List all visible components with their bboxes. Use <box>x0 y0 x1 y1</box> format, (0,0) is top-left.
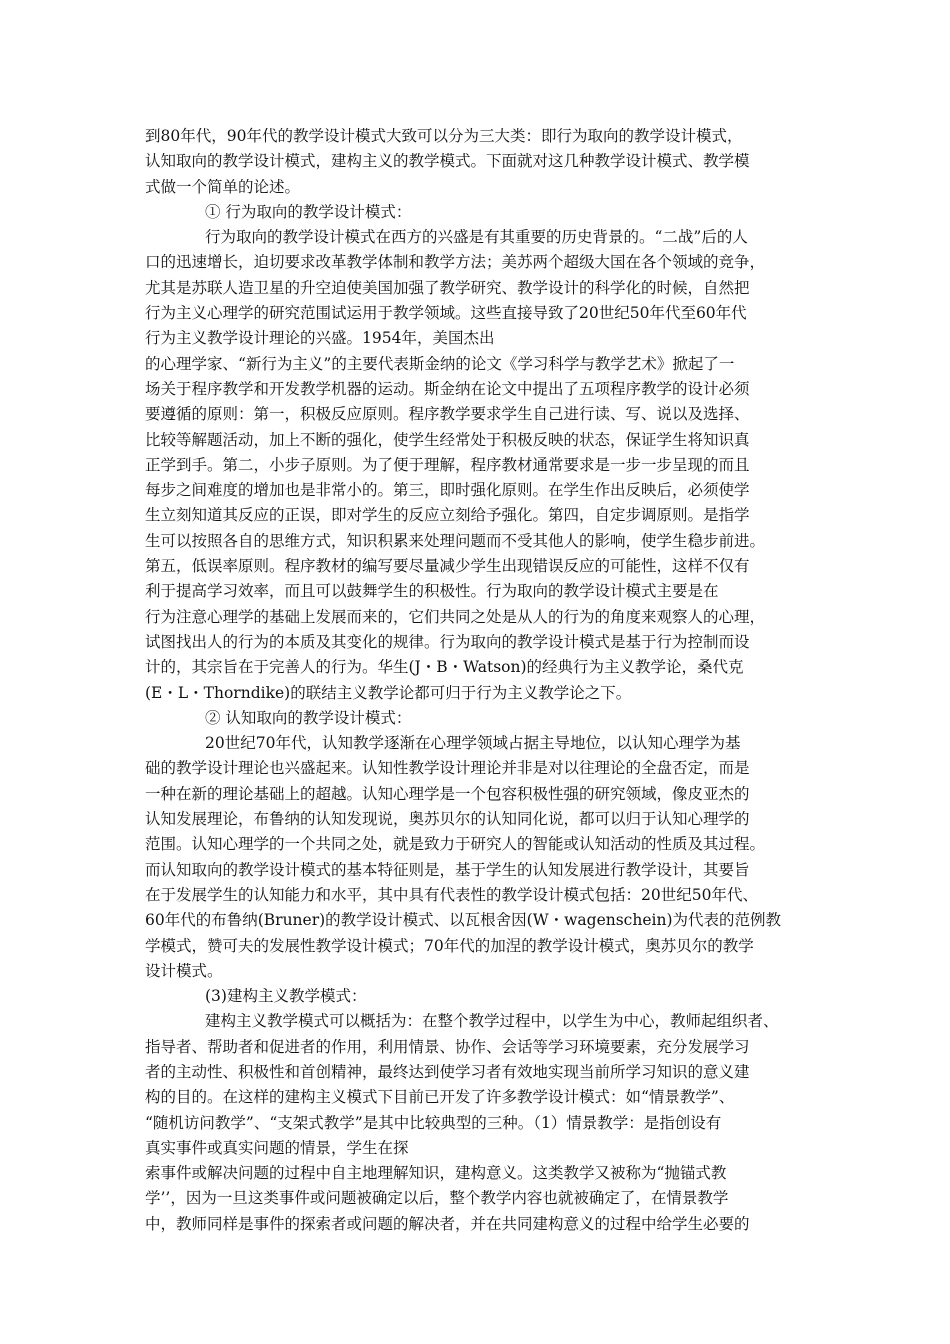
text-line: 第五，低误率原则。程序教材的编写要尽量减少学生出现错误反应的可能性，这样不仅有 <box>145 557 750 576</box>
text-line: ① 行为取向的教学设计模式： <box>205 202 412 221</box>
text-line: (E・L・Thorndike)的联结主义教学论都可归于行为主义教学论之下。 <box>145 683 632 702</box>
text-line: 设计模式。 <box>145 961 223 980</box>
text-line: 在于发展学生的认知能力和水平，其中具有代表性的教学设计模式包括：20世纪50年代、 <box>145 885 758 904</box>
text-line: 中，教师同样是事件的探索者或问题的解决者，并在共同建构意义的过程中给学生必要的 <box>145 1214 750 1233</box>
text-line: 真实事件或真实问题的情景，学生在探 <box>145 1138 409 1157</box>
text-line: 试图找出人的行为的本质及其变化的规律。行为取向的教学设计模式是基于行为控制而设 <box>145 632 750 651</box>
text-line: 场关于程序教学和开发教学机器的运动。斯金纳在论文中提出了五项程序教学的设计必须 <box>145 379 750 398</box>
text-line: 行为主义教学设计理论的兴盛。1954年，美国杰出 <box>145 329 495 348</box>
text-line: 构的目的。在这样的建构主义模式下目前已开发了许多教学设计模式：如“情景教学”、 <box>145 1088 735 1107</box>
text-line: ② 认知取向的教学设计模式： <box>205 708 412 727</box>
text-line: 生可以按照各自的思维方式，知识积累来处理问题而不受其他人的影响，使学生稳步前进。 <box>145 531 766 550</box>
text-line: 生立刻知道其反应的正误，即对学生的反应立刻给予强化。第四，自定步调原则。是指学 <box>145 506 750 525</box>
text-line: 要遵循的原则：第一，积极反应原则。程序教学要求学生自己进行读、写、说以及选择、 <box>145 405 750 424</box>
text-line: 础的教学设计理论也兴盛起来。认知性教学设计理论并非是对以往理论的全盘否定，而是 <box>145 759 750 778</box>
text-line: 行为注意心理学的基础上发展而来的，它们共同之处是从人的行为的角度来观察人的心理， <box>145 607 766 626</box>
text-line: “随机访问教学”、“支架式教学”是其中比较典型的三种。（1）情景教学：是指创设有 <box>145 1113 722 1132</box>
text-line: 尤其是苏联人造卫星的升空迫使美国加强了教学研究、教学设计的科学化的时候，自然把 <box>145 278 750 297</box>
text-line: 口的迅速增长，迫切要求改革教学体制和教学方法；美苏两个超级大国在各个领域的竞争， <box>145 253 766 272</box>
text-line: 认知发展理论，布鲁纳的认知发现说，奥苏贝尔的认知同化说，都可以归于认知心理学的 <box>145 810 750 829</box>
text-line: 的心理学家、“新行为主义”的主要代表斯金纳的论文《学习科学与教学艺术》掀起了一 <box>145 354 735 373</box>
text-line: 计的，其宗旨在于完善人的行为。华生(J・B・Watson)的经典行为主义教学论，桑代克 <box>145 658 744 677</box>
text-line: 指导者、帮助者和促进者的作用，利用情景、协作、会话等学习环境要素，充分发展学习 <box>145 1037 750 1056</box>
text-line: 到80年代，90年代的教学设计模式大致可以分为三大类：即行为取向的教学设计模式， <box>145 127 743 145</box>
text-line: 利于提高学习效率，而且可以鼓舞学生的积极性。行为取向的教学设计模式主要是在 <box>145 582 719 601</box>
text-line: 学模式，赞可夫的发展性教学设计模式；70年代的加涅的教学设计模式，奥苏贝尔的教学 <box>145 936 754 955</box>
text-line: 正学到手。第二，小步子原则。为了便于理解，程序教材通常要求是一步一步呈现的而且 <box>145 455 750 474</box>
text-line: 学’’，因为一旦这类事件或问题被确定以后，整个教学内容也就被确定了，在情景教学 <box>145 1189 729 1208</box>
text-line: 行为主义心理学的研究范围试运用于教学领域。这些直接导致了20世纪50年代至60年代 <box>145 304 747 323</box>
text-line: 一种在新的理论基础上的超越。认知心理学是一个包容积极性强的研究领域，像皮亚杰的 <box>145 784 750 803</box>
text-line: 认知取向的教学设计模式，建构主义的教学模式。下面就对这几种教学设计模式、教学模 <box>145 152 750 171</box>
text-line: 20世纪70年代，认知教学逐渐在心理学领域占据主导地位，以认知心理学为基 <box>205 734 741 753</box>
document-body <box>145 124 815 1237</box>
text-line: 建构主义教学模式可以概括为：在整个教学过程中，以学生为中心，教师起组织者、 <box>205 1012 779 1031</box>
text-line: 范围。认知心理学的一个共同之处，就是致力于研究人的智能或认知活动的性质及其过程。 <box>145 835 766 854</box>
text-line: 而认知取向的教学设计模式的基本特征则是，基于学生的认知发展进行教学设计，其要旨 <box>145 860 750 879</box>
text-line: 60年代的布鲁纳(Bruner)的教学设计模式、以瓦根舍因(W・wagenschein)为代表的范例教 <box>145 911 782 930</box>
text-line: 比较等解题活动，加上不断的强化，使学生经常处于积极反映的状态，保证学生将知识真 <box>145 430 750 449</box>
text-line: 索事件或解决问题的过程中自主地理解知识，建构意义。这类教学又被称为“抛锚式教 <box>145 1164 727 1183</box>
text-line: 式做一个简单的论述。 <box>145 177 301 196</box>
text-line: 每步之间难度的增加也是非常小的。第三，即时强化原则。在学生作出反映后，必须使学 <box>145 481 750 500</box>
text-line: 行为取向的教学设计模式在西方的兴盛是有其重要的历史背景的。“二战”后的人 <box>205 228 748 247</box>
text-line: 者的主动性、积极性和首创精神，最终达到使学习者有效地实现当前所学习知识的意义建 <box>145 1062 750 1081</box>
text-line: (3)建构主义教学模式： <box>205 987 367 1006</box>
